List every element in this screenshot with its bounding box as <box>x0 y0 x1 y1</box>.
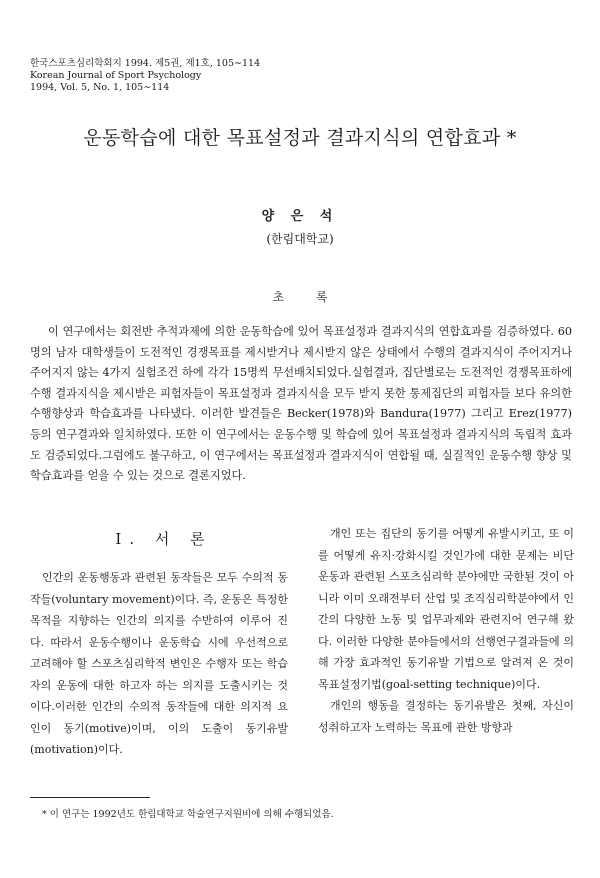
paper-title: 운동학습에 대한 목표설정과 결과지식의 연합효과 * <box>83 127 517 149</box>
author-name: 양 은 석 <box>261 209 339 224</box>
journal-volume: 1994, Vol. 5, No. 1, 105∼114 <box>30 82 170 93</box>
journal-english: Korean Journal of Sport Psychology <box>30 70 202 81</box>
journal-korean: 한국스포츠심리학회지 1994. 제5권, 제1호, 105∼114 <box>30 58 261 69</box>
left-column <box>30 567 288 761</box>
journal-citation <box>30 58 260 94</box>
right-column <box>318 523 574 738</box>
footnote: * 이 연구는 1992년도 한림대학교 학술연구지원비에 의해 수행되었음. <box>42 809 334 820</box>
intro-paragraph-2: 개인 또는 집단의 동기를 어떻게 유발시키고, 또 이를 어떻게 유지·강화시킬 것인가에 대한 문제는 비단 운동과 관련된 스포츠심리학 분야에만 국한된 것이 아니라 이미 오래전부터 산업 및 조직심리학분야에서 인간의 다양한 노동 및 업무과제와 관련지어 연구해 왔다. 이러한 다양한 분야들에서의 선행연구결과들에 의해 가장 효과적인 동기유발 기법으로 알려져 온 것이 목표설정기법(goal-setting technique)이다. <box>318 527 574 691</box>
intro-paragraph-3: 개인의 행동을 결정하는 동기유발은 첫째, 자신이 성취하고자 노력하는 목표에 관한 방향과 <box>318 699 574 734</box>
intro-paragraph-1: 인간의 운동행동과 관련된 동작들은 모두 수의적 동작들(voluntary movement)이다. 즉, 운동은 특정한 목적을 지향하는 인간의 의지를 수반하여 이루어 진다. 따라서 운동수행이나 운동학습 시에 우선적으로 고려해야 할 스포츠심리학적 변인은 수행자 또는 학습자의 운동에 대한 하고자 하는 의지를 도출시키는 것이다.이러한 인간의 수의적 동작들에 대한 의지적 요인이 동기(motive)이며, 이의 도출이 동기유발(motivation)이다. <box>30 571 288 756</box>
abstract-text: 이 연구에서는 회전반 추적과제에 의한 운동학습에 있어 목표설정과 결과지식의 연합효과를 검증하였다. 60명의 남자 대학생들이 도전적인 경쟁목표를 제시받거나 제시받지 않은 상태에서 수행의 결과지식이 주어지거나 주어지지 않는 4가지 실험조건 하에 각각 15명씩 무선배치되었다.실험결과, 집단별로는 도전적인 경쟁목표하에 수행 결과지식을 제시받은 피험자들이 목표설정과 결과지식을 모두 받지 못한 통제집단의 피험자들 보다 유의한 수행향상과 학습효과를 나타냈다. 이러한 발견들은 Becker(1978)와 Bandura(1977) 그리고 Erez(1977) 등의 연구결과와 일치하였다. 또한 이 연구에서는 운동수행 및 학습에 있어 목표설정과 결과지식의 독립적 효과도 검증되었다.그럼에도 불구하고, 이 연구에서는 목표설정과 결과지식이 연합될 때, 실질적인 운동수행 향상 및 학습효과를 얻을 수 있는 것으로 결론지었다. <box>30 325 572 483</box>
abstract-heading: 초 록 <box>272 290 342 304</box>
author-affiliation: (한림대학교) <box>266 232 334 246</box>
footnote-rule <box>30 797 150 798</box>
abstract <box>30 322 572 487</box>
section-heading: Ⅰ. 서 론 <box>115 530 213 548</box>
